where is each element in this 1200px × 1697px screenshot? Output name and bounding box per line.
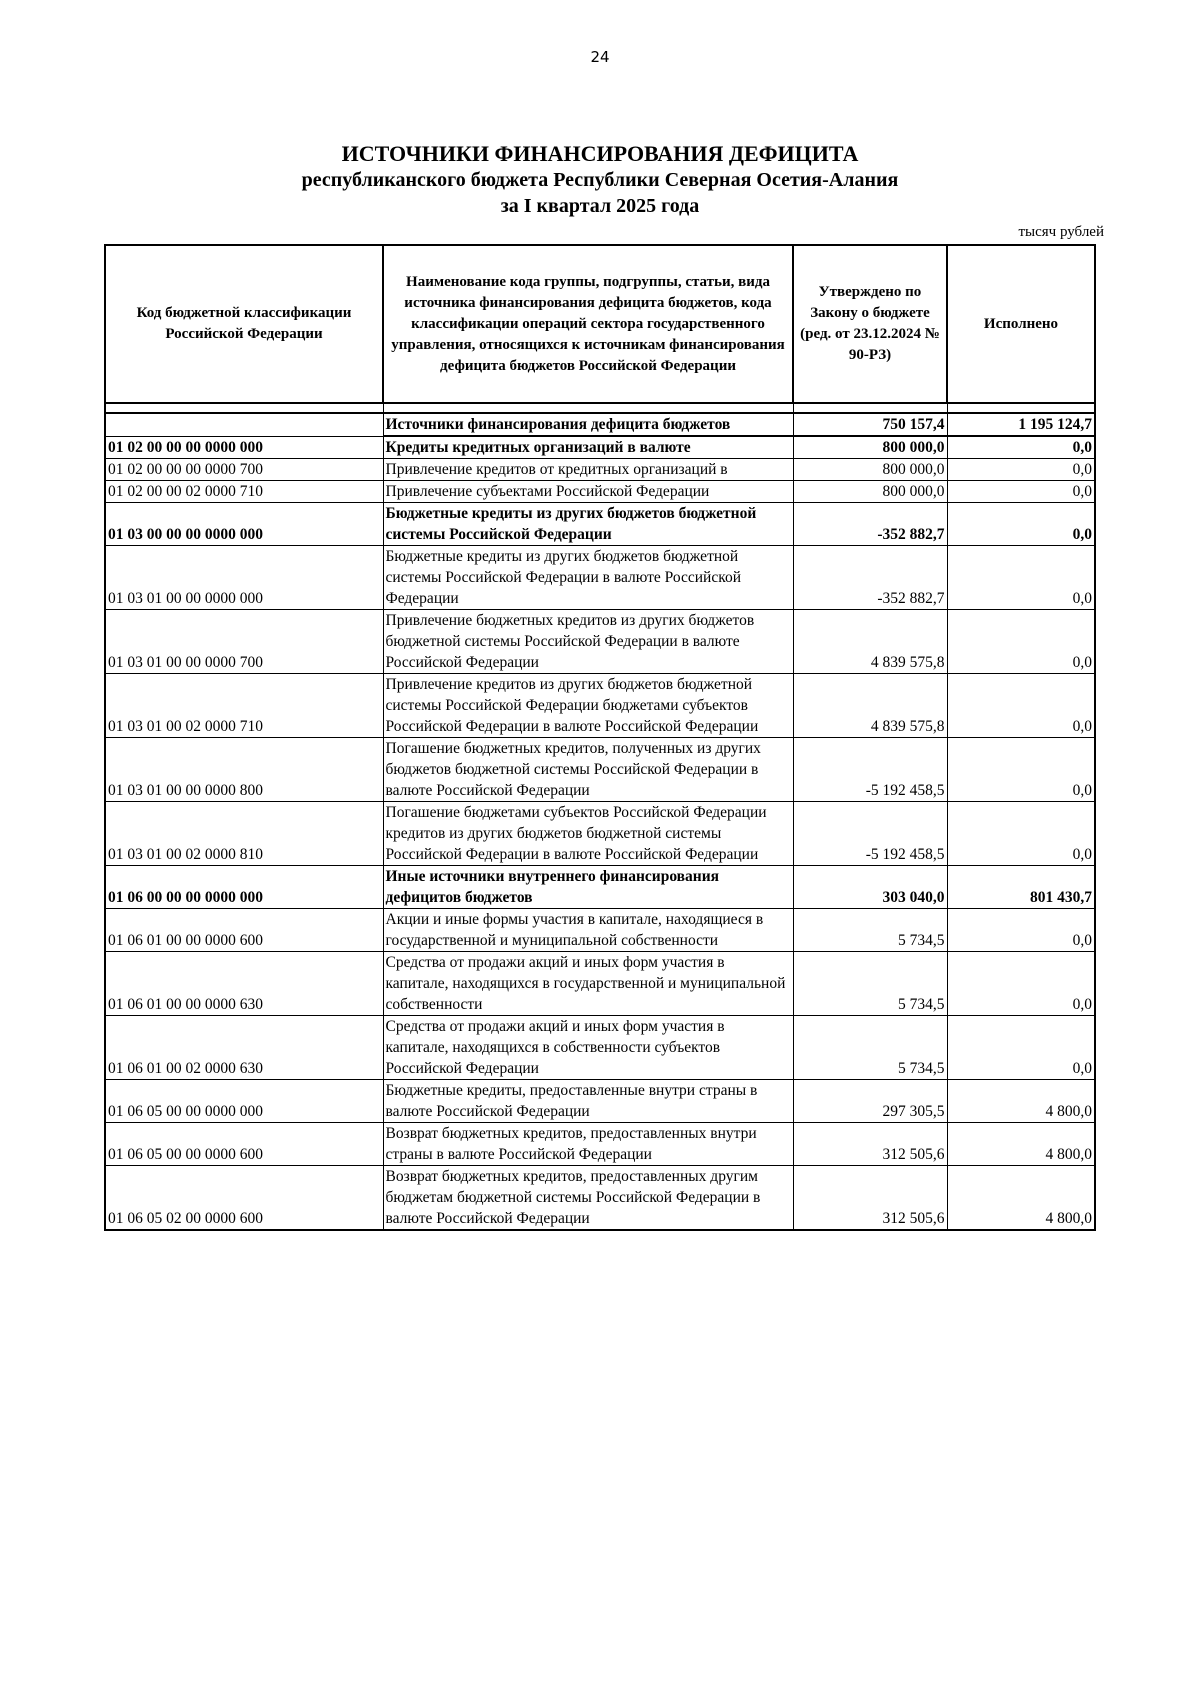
table-body — [105, 403, 1095, 1230]
row-executed: 0,0 — [947, 459, 1095, 481]
row-name: Привлечение бюджетных кредитов из других бюджетов бюджетной системы Российской Федерации в валюте Российской Федерации — [383, 610, 793, 674]
table-row — [105, 1123, 1095, 1166]
row-approved: 4 839 575,8 — [793, 674, 947, 738]
title-line-2: республиканского бюджета Республики Северная Осетия-Алания — [301, 169, 899, 191]
row-approved: 800 000,0 — [793, 436, 947, 459]
row-name: Возврат бюджетных кредитов, предоставленных другим бюджетам бюджетной системы Российской Федерации в валюте Российской Федерации — [383, 1166, 793, 1231]
row-approved: 312 505,6 — [793, 1166, 947, 1231]
row-approved: 303 040,0 — [793, 866, 947, 909]
row-executed: 4 800,0 — [947, 1166, 1095, 1231]
row-name: Акции и иные формы участия в капитале, находящиеся в государственной и муниципальной собственности — [383, 909, 793, 952]
header-name: Наименование кода группы, подгруппы, статьи, вида источника финансирования дефицита бюджетов, кода классификации операций сектора государственного управления, относящихся к источникам финансирования дефицита бюджетов Российской Федерации — [383, 245, 793, 403]
row-name: Источники финансирования дефицита бюджетов — [383, 413, 793, 436]
title-line-1: ИСТОЧНИКИ ФИНАНСИРОВАНИЯ ДЕФИЦИТА — [341, 141, 859, 166]
row-name: Бюджетные кредиты из других бюджетов бюджетной системы Российской Федерации — [383, 503, 793, 546]
row-executed: 0,0 — [947, 610, 1095, 674]
row-approved: 5 734,5 — [793, 952, 947, 1016]
row-approved: 297 305,5 — [793, 1080, 947, 1123]
row-approved: 312 505,6 — [793, 1123, 947, 1166]
header-executed: Исполнено — [947, 245, 1095, 403]
row-code: 01 03 01 00 02 0000 710 — [105, 674, 383, 738]
row-name: Бюджетные кредиты, предоставленные внутри страны в валюте Российской Федерации — [383, 1080, 793, 1123]
row-approved: 5 734,5 — [793, 1016, 947, 1080]
page-number: 24 — [590, 48, 610, 66]
row-approved: 800 000,0 — [793, 481, 947, 503]
row-code: 01 03 00 00 00 0000 000 — [105, 503, 383, 546]
row-name: Привлечение кредитов от кредитных организаций в — [383, 459, 793, 481]
table-row — [105, 1166, 1095, 1231]
row-code: 01 02 00 00 02 0000 710 — [105, 481, 383, 503]
row-code: 01 03 01 00 00 0000 000 — [105, 546, 383, 610]
row-executed: 801 430,7 — [947, 866, 1095, 909]
table-row — [105, 909, 1095, 952]
table-row — [105, 866, 1095, 909]
table-row — [105, 952, 1095, 1016]
row-name: Бюджетные кредиты из других бюджетов бюджетной системы Российской Федерации в валюте Российской Федерации — [383, 546, 793, 610]
row-approved: 5 734,5 — [793, 909, 947, 952]
row-name: Возврат бюджетных кредитов, предоставленных внутри страны в валюте Российской Федерации — [383, 1123, 793, 1166]
header-code: Код бюджетной классификации Российской Федерации — [105, 245, 383, 403]
row-code: 01 02 00 00 00 0000 700 — [105, 459, 383, 481]
row-executed: 0,0 — [947, 481, 1095, 503]
row-executed: 0,0 — [947, 674, 1095, 738]
row-code: 01 03 01 00 02 0000 810 — [105, 802, 383, 866]
row-executed: 0,0 — [947, 952, 1095, 1016]
row-approved: -352 882,7 — [793, 503, 947, 546]
table-row — [105, 1016, 1095, 1080]
row-executed: 0,0 — [947, 503, 1095, 546]
row-name: Иные источники внутреннего финансирования дефицитов бюджетов — [383, 866, 793, 909]
table-row — [105, 481, 1095, 503]
row-executed: 0,0 — [947, 1016, 1095, 1080]
financing-sources-table — [104, 244, 1096, 1231]
table-header — [105, 245, 1095, 403]
table-row — [105, 459, 1095, 481]
row-code: 01 06 05 02 00 0000 600 — [105, 1166, 383, 1231]
row-approved: -352 882,7 — [793, 546, 947, 610]
row-code: 01 03 01 00 00 0000 800 — [105, 738, 383, 802]
row-name: Погашение бюджетами субъектов Российской Федерации кредитов из других бюджетов бюджетной системы Российской Федерации в валюте Российской Федерации — [383, 802, 793, 866]
table-row — [105, 610, 1095, 674]
row-code: 01 06 00 00 00 0000 000 — [105, 866, 383, 909]
document-title — [0, 140, 1200, 219]
row-code: 01 06 01 00 00 0000 600 — [105, 909, 383, 952]
row-name: Привлечение субъектами Российской Федерации — [383, 481, 793, 503]
row-name: Средства от продажи акций и иных форм участия в капитале, находящихся в государственной и муниципальной собственности — [383, 952, 793, 1016]
row-executed: 0,0 — [947, 738, 1095, 802]
row-name: Привлечение кредитов из других бюджетов бюджетной системы Российской Федерации бюджетами субъектов Российской Федерации в валюте Российской Федерации — [383, 674, 793, 738]
header-approved: Утверждено по Закону о бюджете (ред. от 23.12.2024 № 90-РЗ) — [793, 245, 947, 403]
row-executed: 1 195 124,7 — [947, 413, 1095, 436]
table-row — [105, 413, 1095, 436]
row-name: Погашение бюджетных кредитов, полученных из других бюджетов бюджетной системы Российской Федерации в валюте Российской Федерации — [383, 738, 793, 802]
row-executed: 0,0 — [947, 546, 1095, 610]
row-executed: 0,0 — [947, 436, 1095, 459]
row-approved: 4 839 575,8 — [793, 610, 947, 674]
row-code — [105, 413, 383, 436]
table-row — [105, 546, 1095, 610]
row-executed: 0,0 — [947, 909, 1095, 952]
table-row — [105, 674, 1095, 738]
row-approved: -5 192 458,5 — [793, 802, 947, 866]
row-executed: 0,0 — [947, 802, 1095, 866]
table-row — [105, 503, 1095, 546]
row-executed: 4 800,0 — [947, 1123, 1095, 1166]
row-code: 01 06 01 00 02 0000 630 — [105, 1016, 383, 1080]
row-approved: 750 157,4 — [793, 413, 947, 436]
table-row — [105, 436, 1095, 459]
title-line-3: за I квартал 2025 года — [500, 195, 700, 217]
row-code: 01 02 00 00 00 0000 000 — [105, 436, 383, 459]
row-name: Кредиты кредитных организаций в валюте — [383, 436, 793, 459]
row-executed: 4 800,0 — [947, 1080, 1095, 1123]
table-row — [105, 1080, 1095, 1123]
row-approved: 800 000,0 — [793, 459, 947, 481]
row-approved: -5 192 458,5 — [793, 738, 947, 802]
table-row — [105, 738, 1095, 802]
table-row — [105, 802, 1095, 866]
row-code: 01 06 05 00 00 0000 000 — [105, 1080, 383, 1123]
units-label: тысяч рублей — [1018, 224, 1104, 240]
row-code: 01 06 05 00 00 0000 600 — [105, 1123, 383, 1166]
row-name: Средства от продажи акций и иных форм участия в капитале, находящихся в собственности субъектов Российской Федерации — [383, 1016, 793, 1080]
row-code: 01 06 01 00 00 0000 630 — [105, 952, 383, 1016]
row-code: 01 03 01 00 00 0000 700 — [105, 610, 383, 674]
